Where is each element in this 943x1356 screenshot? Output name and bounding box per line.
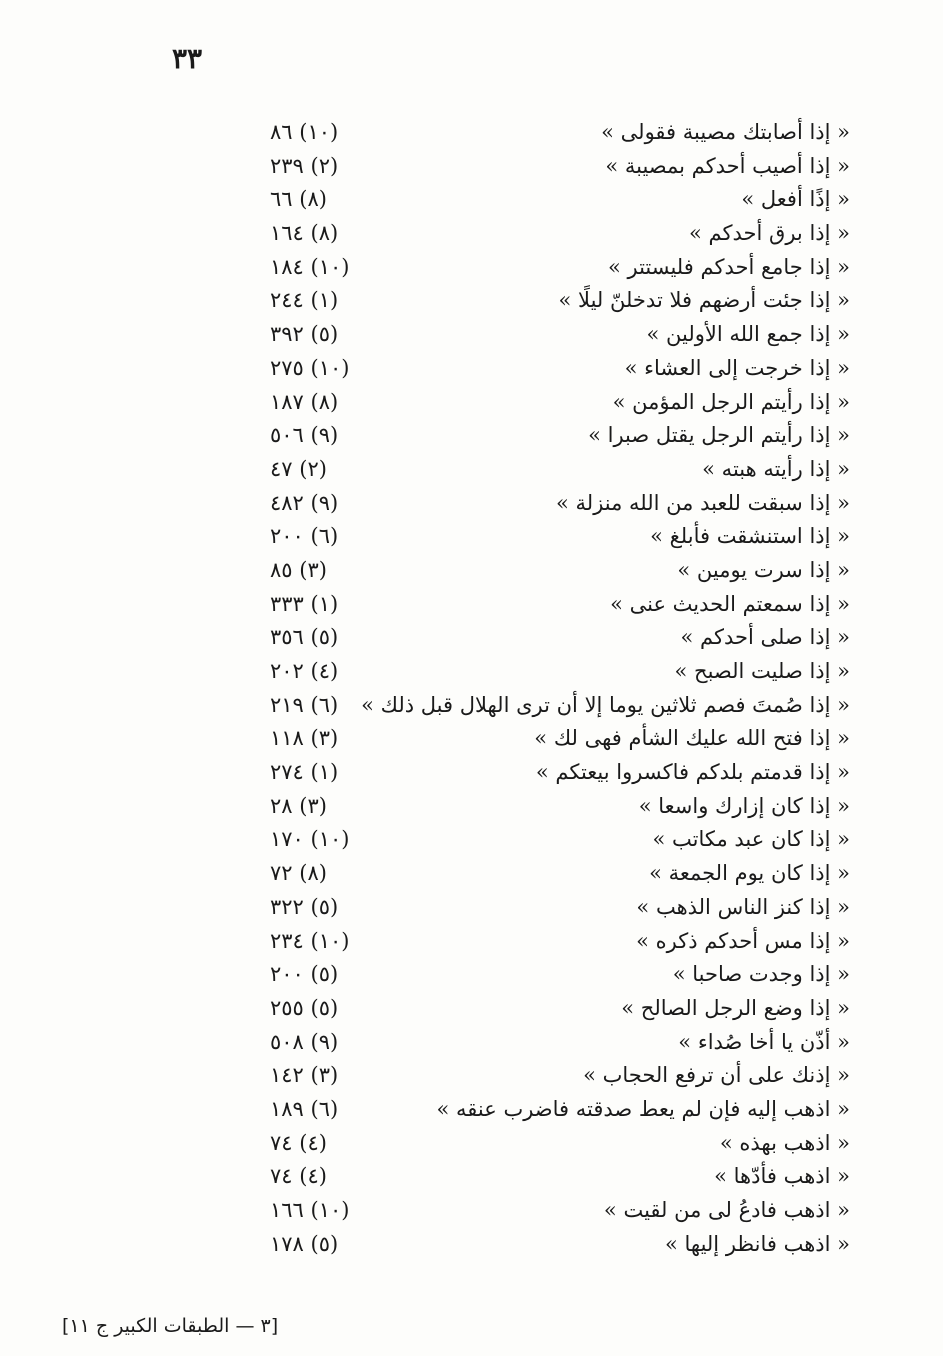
entry-reference: (٩) ٤٨٢	[270, 490, 339, 515]
entry-reference: (٤) ٧٤	[270, 1164, 327, 1189]
entry-reference: (١٠) ١٨٤	[270, 254, 350, 279]
index-entry	[270, 691, 850, 725]
entry-reference: (٨) ١٦٤	[270, 221, 339, 246]
entry-reference: (١) ٢٧٤	[270, 760, 339, 785]
entry-text: « اذهب فأدّها »	[714, 1164, 850, 1189]
entry-reference: (٢) ٤٧	[270, 456, 327, 481]
entry-reference: (١٠) ٨٦	[270, 120, 339, 144]
entry-reference: (٨) ٧٢	[270, 861, 327, 886]
index-entry	[270, 522, 850, 556]
entry-text: « إذا وضع الرجل الصالح »	[621, 995, 850, 1020]
entry-text: « إذنك على أن ترفع الحجاب »	[583, 1063, 850, 1088]
entry-reference: (٥) ٢٠٠	[270, 962, 339, 987]
entry-reference: (٣) ١١٨	[270, 726, 339, 751]
entry-text: « إذا أصابتك مصيبة فقولى »	[601, 120, 850, 144]
index-entry	[270, 758, 850, 792]
entry-reference: (٦) ٢١٩	[270, 692, 339, 717]
entry-text: « إذا رأيتم الرجل المؤمن »	[612, 389, 850, 414]
entry-text: « اذهب بهذه »	[719, 1130, 850, 1155]
entry-reference: (٥) ٢٥٥	[270, 995, 339, 1020]
index-entry	[270, 320, 850, 354]
entry-text: « إذا سمعتم الحديث عنى »	[610, 591, 850, 616]
entry-text: « إذا كان يوم الجمعة »	[649, 861, 850, 886]
entry-text: « إذا سرت يومين »	[677, 557, 850, 582]
index-entry	[270, 118, 850, 152]
hadith-index-list	[270, 118, 850, 1263]
entry-text: « إذا جامع أحدكم فليستتر »	[607, 254, 850, 279]
index-entry	[270, 1129, 850, 1163]
index-entry	[270, 825, 850, 859]
index-entry	[270, 152, 850, 186]
index-entry	[270, 960, 850, 994]
entry-text: « إذا جمع الله الأولين »	[646, 322, 850, 347]
entry-reference: (٩) ٥٠٦	[270, 423, 339, 448]
index-entry	[270, 354, 850, 388]
entry-reference: (١٠) ٢٣٤	[270, 928, 350, 953]
index-entry	[270, 489, 850, 523]
entry-reference: (٥) ٣٢٢	[270, 894, 339, 919]
entry-text: « اذهب فادعُ لى من لقيت »	[603, 1198, 850, 1222]
index-entry	[270, 1230, 850, 1264]
index-entry	[270, 219, 850, 253]
entry-text: « إذا كان إزارك واسعا »	[638, 793, 850, 818]
entry-reference: (٥) ٣٥٦	[270, 625, 339, 650]
entry-text: « إذًا أفعل »	[741, 187, 850, 212]
entry-text: « اذهب إليه فإن لم يعط صدقته فاضرب عنقه »	[436, 1096, 850, 1121]
index-entry	[270, 455, 850, 489]
entry-reference: (٨) ١٨٧	[270, 389, 339, 414]
index-entry	[270, 792, 850, 826]
entry-text: « إذا كان عبد مكاتب »	[652, 827, 850, 852]
entry-text: « إذا سبقت للعبد من الله منزلة »	[556, 490, 850, 515]
index-entry	[270, 724, 850, 758]
index-entry	[270, 657, 850, 691]
entry-text: « إذا كنز الناس الذهب »	[636, 894, 850, 919]
entry-text: « إذا فتح الله عليك الشأم فهى لك »	[534, 726, 850, 751]
page-footer: [٣ — الطبقات الكبير ج ١١]	[62, 1315, 279, 1337]
index-entry	[270, 421, 850, 455]
entry-text: « إذا صلى أحدكم »	[680, 625, 850, 650]
entry-reference: (١) ٢٤٤	[270, 288, 339, 313]
index-entry	[270, 1061, 850, 1095]
index-entry	[270, 1196, 850, 1230]
entry-reference: (٤) ٢٠٢	[270, 659, 339, 683]
entry-reference: (٥) ١٧٨	[270, 1231, 339, 1256]
entry-text: « إذا وجدت صاحبا »	[672, 962, 850, 987]
index-entry	[270, 253, 850, 287]
entry-text: « إذا برق أحدكم »	[689, 221, 850, 246]
entry-reference: (٣) ٢٨	[270, 793, 327, 818]
entry-reference: (١٠) ٢٧٥	[270, 355, 350, 380]
index-entry	[270, 1095, 850, 1129]
index-entry	[270, 590, 850, 624]
entry-reference: (٤) ٧٤	[270, 1130, 327, 1155]
entry-reference: (٨) ٦٦	[270, 187, 327, 212]
entry-text: « إذا رأيته هبته »	[702, 456, 850, 481]
entry-text: « اذهب فانظر إليها »	[664, 1231, 850, 1256]
entry-text: « إذا قدمتم بلدكم فاكسروا بيعتكم »	[535, 760, 850, 785]
entry-reference: (٦) ١٨٩	[270, 1096, 339, 1121]
entry-text: « إذا جئت أرضهم فلا تدخلنّ ليلًا »	[558, 288, 850, 313]
page-number: ٣٣	[172, 42, 203, 75]
entry-text: « إذا أصيب أحدكم بمصيبة »	[605, 153, 850, 178]
index-entry	[270, 927, 850, 961]
index-entry	[270, 556, 850, 590]
entry-reference: (١) ٣٣٣	[270, 591, 339, 616]
index-entry	[270, 1028, 850, 1062]
entry-reference: (٩) ٥٠٨	[270, 1029, 339, 1054]
entry-reference: (٢) ٢٣٩	[270, 153, 339, 178]
index-entry	[270, 286, 850, 320]
entry-text: « إذا رأيتم الرجل يقتل صبرا »	[588, 423, 850, 448]
index-entry	[270, 859, 850, 893]
index-entry	[270, 185, 850, 219]
entry-reference: (١٠) ١٧٠	[270, 827, 350, 852]
index-entry	[270, 994, 850, 1028]
entry-reference: (٣) ٨٥	[270, 557, 327, 582]
entry-text: « أذّن يا أخا صُداء »	[678, 1029, 850, 1054]
entry-text: « إذا صُمتَ فصم ثلاثين يوما إلا أن ترى الهلال قبل ذلك »	[361, 692, 850, 717]
entry-reference: (١٠) ١٦٦	[270, 1198, 350, 1222]
entry-reference: (٣) ١٤٢	[270, 1063, 339, 1088]
entry-text: « إذا مس أحدكم ذكره »	[636, 928, 850, 953]
entry-text: « إذا استنشقت فأبلغ »	[650, 524, 850, 549]
index-entry	[270, 1162, 850, 1196]
entry-reference: (٥) ٣٩٢	[270, 322, 339, 347]
entry-text: « إذا خرجت إلى العشاء »	[624, 355, 850, 380]
index-entry	[270, 623, 850, 657]
index-entry	[270, 893, 850, 927]
entry-text: « إذا صليت الصبح »	[674, 659, 850, 683]
index-entry	[270, 388, 850, 422]
entry-reference: (٦) ٢٠٠	[270, 524, 339, 549]
